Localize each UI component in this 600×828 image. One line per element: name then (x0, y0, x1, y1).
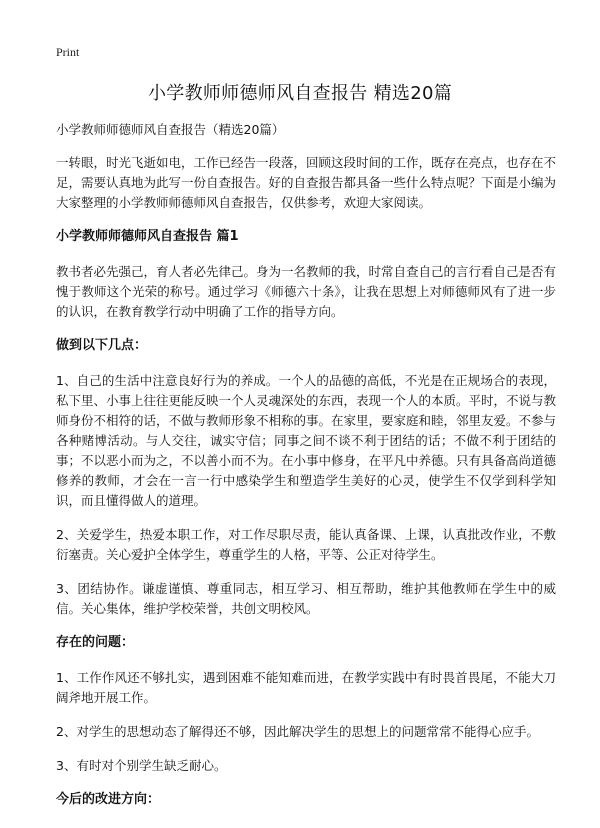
points-heading: 做到以下几点： (56, 338, 148, 353)
improvement-heading: 今后的改进方向： (56, 792, 161, 807)
section-heading: 小学教师师德师风自查报告 篇1 (56, 229, 239, 244)
intro-paragraph: 一转眼，时光飞逝如电，工作已经告一段落，回顾这段时间的工作，既存在亮点，也存在不足，需要认真地为此写一份自查报告。好的自查报告都具备一些什么特点呢？下面是小编为大家整理的小学教师师德师风自查报告，仅供参考，欢迎大家阅读。 (56, 155, 557, 210)
list-item: 3、有时对个别学生缺乏耐心。 (56, 758, 227, 773)
section-paragraph: 教书者必先强己，育人者必先律己。身为一名教师的我，时常自查自己的言行看自己是否有愧于教师这个光荣的称号。通过学习《师德六十条》，让我在思想上对师德师风有了进一步的认识，在教育教学行动中明确了工作的指导方向。 (56, 264, 557, 319)
problems-heading: 存在的问题： (56, 635, 135, 650)
document-body (56, 120, 556, 825)
document-subtitle: 小学教师师德师风自查报告（精选20篇） (56, 122, 285, 137)
print-link[interactable]: Print (56, 45, 80, 59)
list-item: 1、工作作风还不够扎实，遇到困难不能知难而进，在教学实践中有时畏首畏尾，不能大刀阔斧地开展工作。 (56, 670, 556, 705)
document-title: 小学教师师德师风自查报告 精选20篇 (147, 83, 453, 104)
list-item: 3、团结协作。谦虚谨慎、尊重同志，相互学习、相互帮助，维护其他教师在学生中的威信。关心集体，维护学校荣誉，共创文明校风。 (56, 581, 556, 616)
list-item: 2、关爱学生，热爱本职工作，对工作尽职尽责，能认真备课、上课，认真批改作业，不敷衍塞责。关心爱护全体学生，尊重学生的人格，平等、公正对待学生。 (56, 527, 556, 562)
list-item: 2、对学生的思想动态了解得还不够，因此解决学生的思想上的问题常常不能得心应手。 (56, 724, 539, 739)
list-item: 1、自己的生活中注意良好行为的养成。一个人的品德的高低，不光是在正规场合的表现，私下里、小事上往往更能反映一个人灵魂深处的东西，表现一个人的本质。平时，不说与教师身份不相符的话，不做与教师形象不相称的事。在家里，要家庭和睦，邻里友爱。不参与各种赌博活动。与人交往，诚实守信；同事之间不谈不利于团结的话；不做不利于团结的事；不以恶小而为之，不以善小而不为。在小事中修身，在平凡中养德。只有具备高尚道德修养的教师，才会在一言一行中感染学生和塑造学生美好的心灵，使学生不仅学到科学知识，而且懂得做人的道理。 (56, 373, 557, 508)
